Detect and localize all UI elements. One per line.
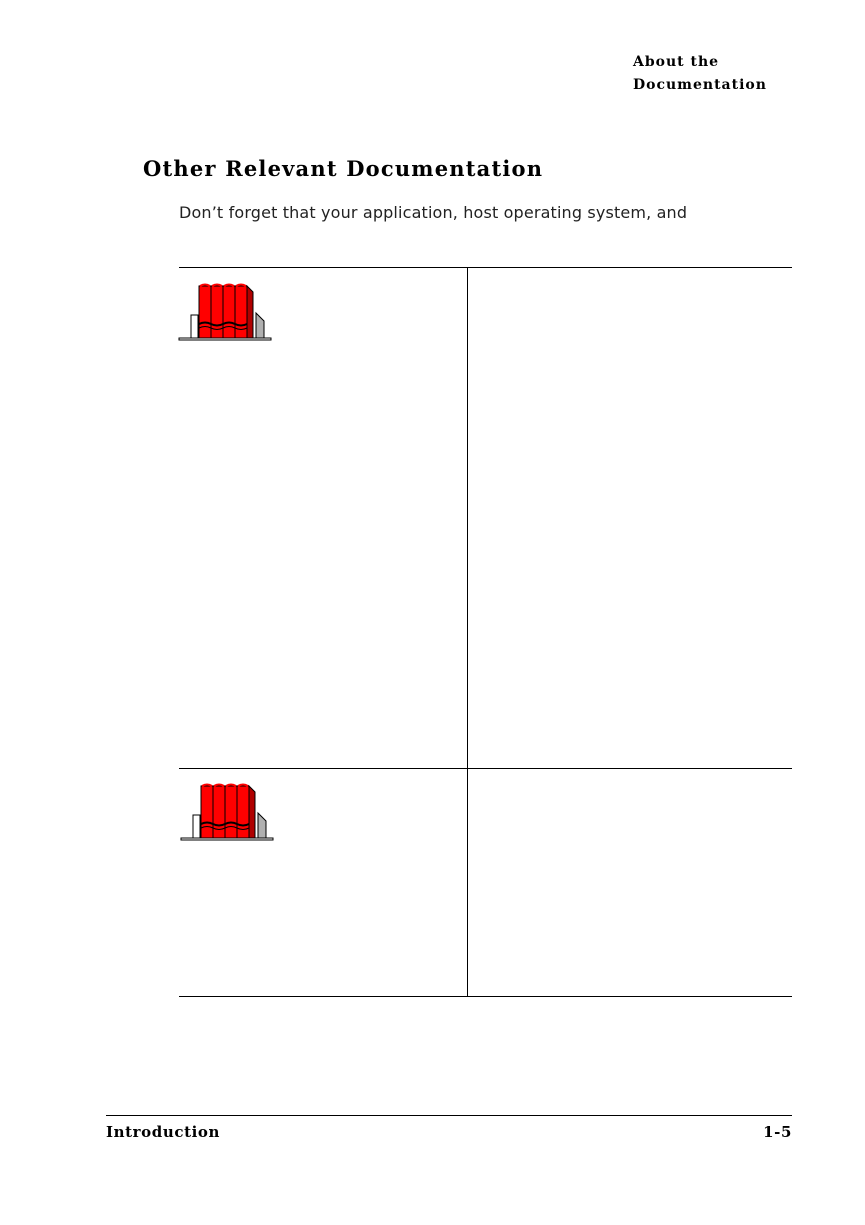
footer-chapter-title: Introduction xyxy=(106,1123,221,1141)
table-column-divider xyxy=(467,267,468,997)
table-bottom-rule xyxy=(179,996,792,997)
intro-paragraph: Don’t forget that your application, host operating system, and xyxy=(179,203,688,222)
running-head-line-1: About the xyxy=(633,54,720,70)
table-top-rule xyxy=(179,267,792,268)
footer-page-number: 1-5 xyxy=(763,1123,792,1141)
running-head-line-2: Documentation xyxy=(633,77,767,93)
section-title: Other Relevant Documentation xyxy=(143,156,544,181)
footer-rule xyxy=(106,1115,792,1116)
books-on-shelf-icon xyxy=(178,280,274,342)
table-middle-rule xyxy=(179,768,792,769)
running-head xyxy=(633,51,767,97)
books-on-shelf-icon xyxy=(180,780,276,842)
